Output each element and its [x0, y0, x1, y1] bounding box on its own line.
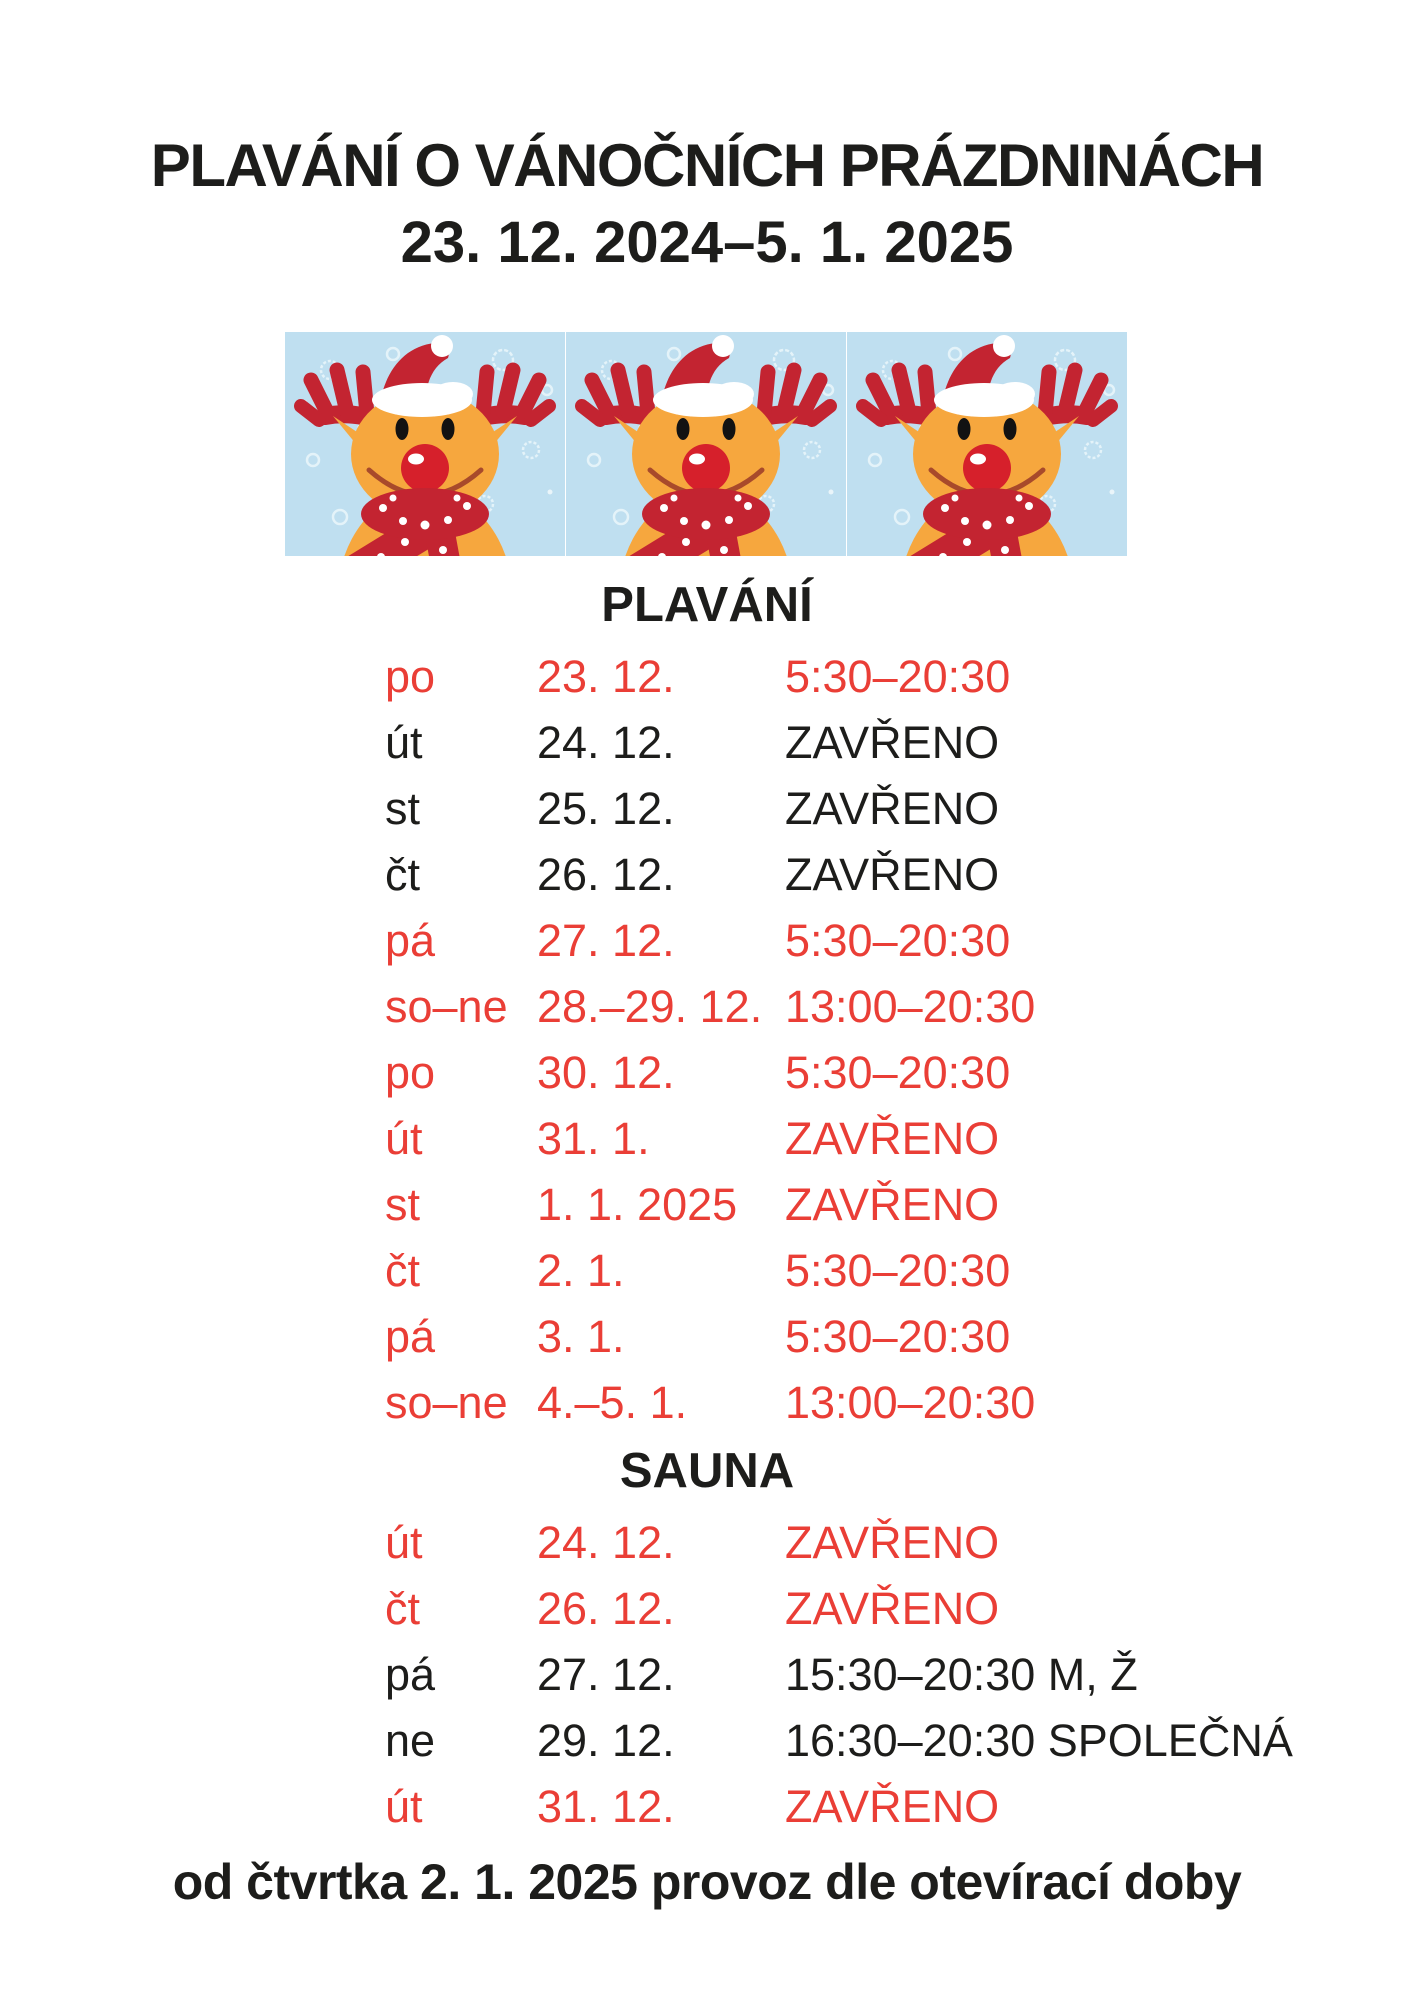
- row-date: 3. 1.: [537, 1311, 625, 1362]
- row-hours: ZAVŘENO: [785, 717, 1000, 768]
- schedule-row: [385, 1708, 1414, 1774]
- row-day: st: [385, 1179, 421, 1230]
- row-date: 1. 1. 2025: [537, 1179, 738, 1230]
- row-hours: 5:30–20:30: [785, 1311, 1011, 1362]
- row-date: 2. 1.: [537, 1245, 625, 1296]
- row-date: 27. 12.: [537, 1649, 675, 1700]
- row-day: so–ne: [385, 1377, 508, 1428]
- row-day: čt: [385, 1245, 421, 1296]
- row-hours: 5:30–20:30: [785, 1245, 1011, 1296]
- schedule-row: [385, 1304, 1414, 1370]
- row-day: út: [385, 1781, 423, 1832]
- row-day: čt: [385, 849, 421, 900]
- schedule-row: [385, 1370, 1414, 1436]
- schedule-row: [385, 908, 1414, 974]
- row-hours: ZAVŘENO: [785, 1179, 1000, 1230]
- row-date: 26. 12.: [537, 1583, 675, 1634]
- row-date: 31. 1.: [537, 1113, 650, 1164]
- row-date: 30. 12.: [537, 1047, 675, 1098]
- row-hours: ZAVŘENO: [785, 1583, 1000, 1634]
- row-hours: 16:30–20:30 SPOLEČNÁ: [785, 1715, 1293, 1766]
- schedule-row: [385, 974, 1414, 1040]
- row-date: 26. 12.: [537, 849, 675, 900]
- row-day: pá: [385, 1649, 436, 1700]
- row-day: po: [385, 651, 436, 702]
- reindeer-image: [847, 332, 1127, 556]
- schedule-row: [385, 1510, 1414, 1576]
- row-date: 4.–5. 1.: [537, 1377, 688, 1428]
- row-hours: ZAVŘENO: [785, 1781, 1000, 1832]
- row-date: 24. 12.: [537, 1517, 675, 1568]
- row-date: 24. 12.: [537, 717, 675, 768]
- schedule-row: [385, 1040, 1414, 1106]
- schedule-row: [385, 1172, 1414, 1238]
- section-sauna: [0, 1442, 1414, 1840]
- row-date: 25. 12.: [537, 783, 675, 834]
- row-hours: 5:30–20:30: [785, 651, 1011, 702]
- schedule-row: [385, 644, 1414, 710]
- row-hours: 13:00–20:30: [785, 981, 1036, 1032]
- row-date: 23. 12.: [537, 651, 675, 702]
- page-title: PLAVÁNÍ O VÁNOČNÍCH PRÁZDNINÁCH: [150, 132, 1264, 199]
- schedule-table-sauna: [385, 1510, 1414, 1840]
- row-hours: ZAVŘENO: [785, 1517, 1000, 1568]
- row-day: út: [385, 1113, 423, 1164]
- reindeer-image: [566, 332, 846, 556]
- row-hours: ZAVŘENO: [785, 1113, 1000, 1164]
- schedule-row: [385, 1774, 1414, 1840]
- row-date: 29. 12.: [537, 1715, 675, 1766]
- row-day: so–ne: [385, 981, 508, 1032]
- row-date: 27. 12.: [537, 915, 675, 966]
- schedule-row: [385, 710, 1414, 776]
- reindeer-image: [285, 332, 565, 556]
- christmas-banner: [285, 332, 1129, 556]
- row-hours: ZAVŘENO: [785, 849, 1000, 900]
- row-date: 31. 12.: [537, 1781, 675, 1832]
- schedule-row: [385, 842, 1414, 908]
- row-day: út: [385, 1517, 423, 1568]
- row-day: po: [385, 1047, 436, 1098]
- row-hours: 15:30–20:30 M, Ž: [785, 1649, 1138, 1700]
- row-day: pá: [385, 1311, 436, 1362]
- row-day: pá: [385, 915, 436, 966]
- row-hours: 5:30–20:30: [785, 915, 1011, 966]
- row-day: st: [385, 783, 421, 834]
- schedule-row: [385, 776, 1414, 842]
- section-title-plavani: PLAVÁNÍ: [601, 578, 813, 632]
- row-day: čt: [385, 1583, 421, 1634]
- schedule-row: [385, 1106, 1414, 1172]
- row-hours: ZAVŘENO: [785, 783, 1000, 834]
- schedule-row: [385, 1238, 1414, 1304]
- row-day: ne: [385, 1715, 436, 1766]
- schedule-row: [385, 1576, 1414, 1642]
- row-day: út: [385, 717, 423, 768]
- schedule-row: [385, 1642, 1414, 1708]
- footer-note: od čtvrtka 2. 1. 2025 provoz dle otevírací doby: [172, 1854, 1242, 1910]
- row-hours: 5:30–20:30: [785, 1047, 1011, 1098]
- row-hours: 13:00–20:30: [785, 1377, 1036, 1428]
- section-plavani: [0, 576, 1414, 1436]
- row-date: 28.–29. 12.: [537, 981, 763, 1032]
- schedule-table-plavani: [385, 644, 1414, 1436]
- section-title-sauna: SAUNA: [619, 1444, 795, 1498]
- date-range: 23. 12. 2024–5. 1. 2025: [400, 210, 1014, 275]
